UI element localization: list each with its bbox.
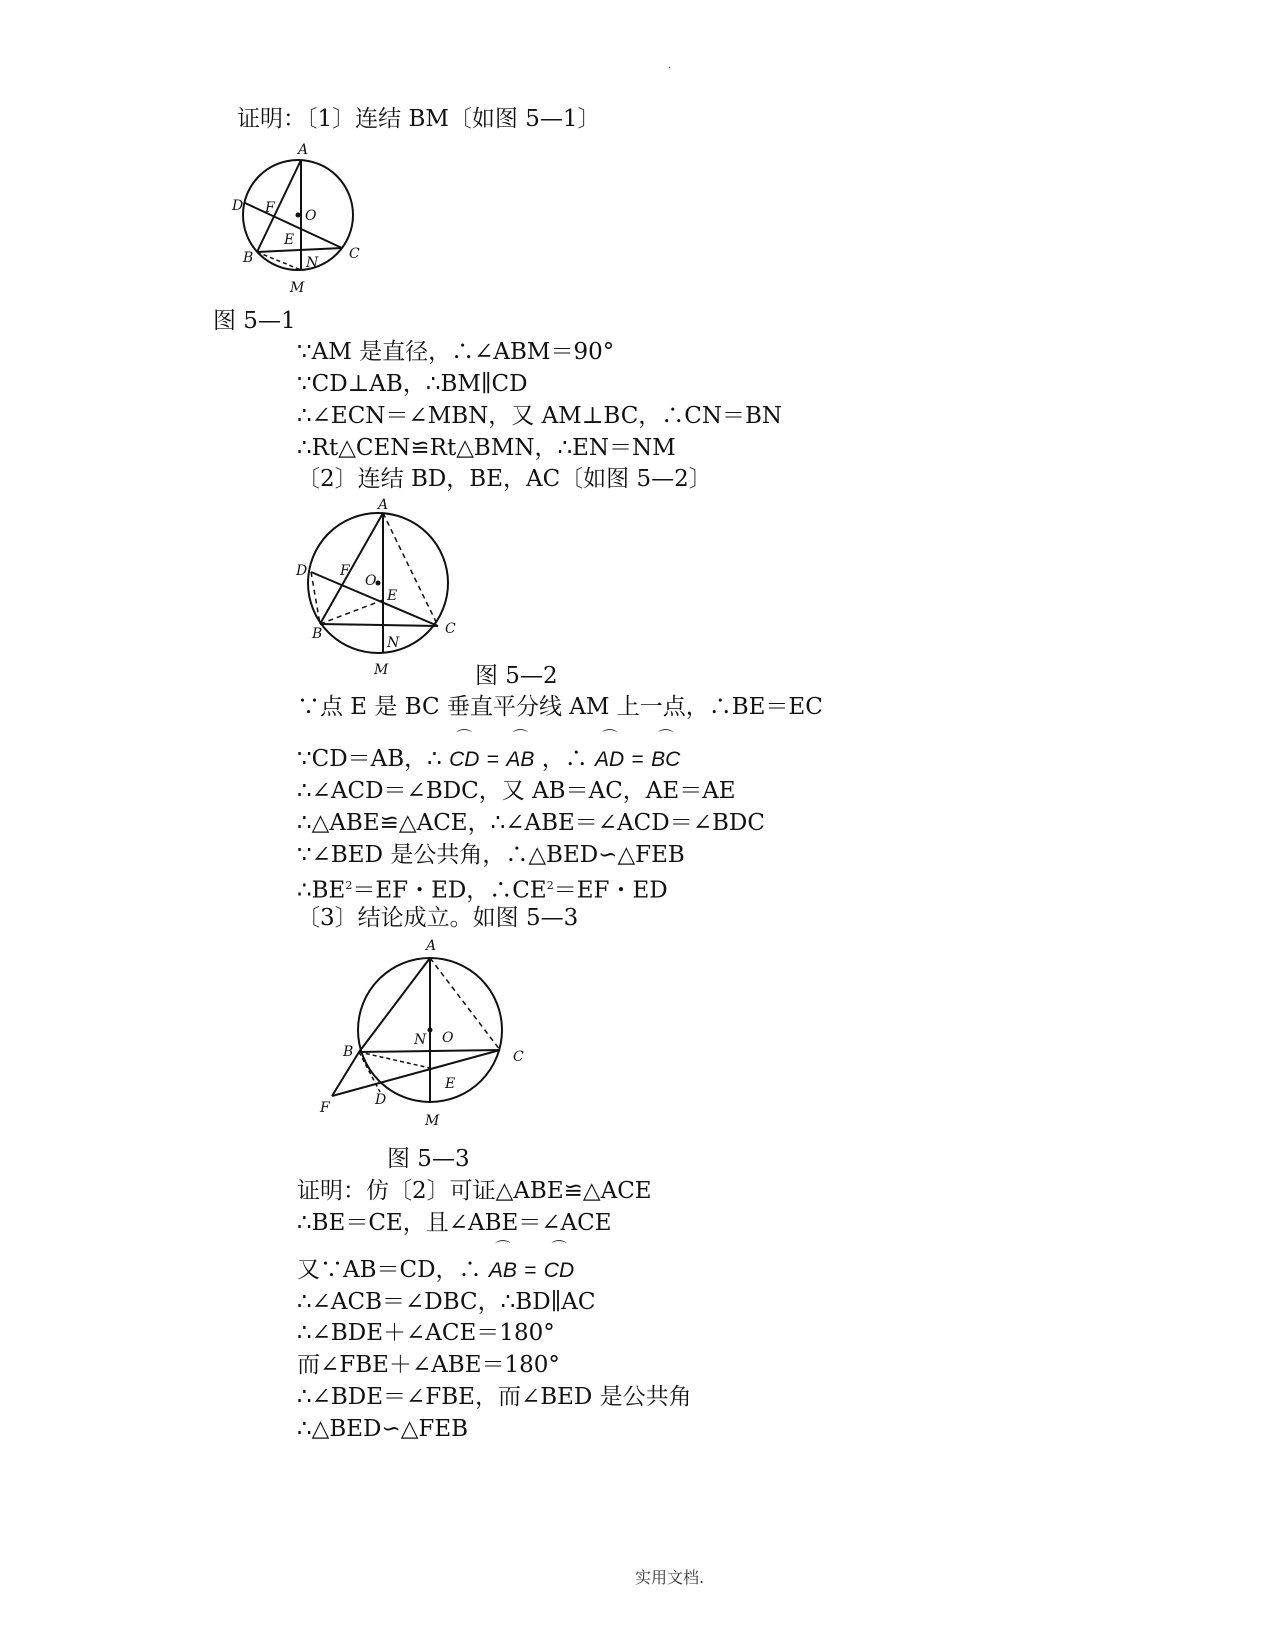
proof-step-10: ∴△ABE≌△ACE，∴∠ABE＝∠ACD＝∠BDC bbox=[297, 810, 765, 836]
fig2-label-N: N bbox=[387, 635, 400, 651]
equals-sign: = bbox=[631, 748, 644, 771]
proof-step-18: ∴∠BDE＋∠ACE＝180° bbox=[297, 1320, 555, 1346]
fig1-label-A: A bbox=[298, 142, 309, 158]
figure-5-1 bbox=[228, 140, 373, 300]
fig2-label-B: B bbox=[312, 626, 323, 642]
fig3-label-B: B bbox=[343, 1044, 354, 1060]
proof-step-16-prefix: 又∵AB＝CD，∴ bbox=[297, 1257, 482, 1283]
arc-mark: ⌒ bbox=[602, 729, 618, 746]
fig1-label-B: B bbox=[243, 250, 254, 266]
arc-CD: ⌒ CD bbox=[449, 729, 480, 771]
arc-AD: ⌒ AD bbox=[595, 729, 625, 771]
proof-step-14: 证明：仿〔2〕可证△ABE≌△ACE bbox=[297, 1178, 652, 1204]
proof-step-8 bbox=[297, 729, 681, 775]
proof-step-4: ∴∠ECN＝∠MBN，又 AM⊥BC，∴CN＝BN bbox=[297, 403, 783, 429]
fig2-label-E: E bbox=[387, 588, 398, 604]
fig1-label-F: F bbox=[265, 200, 275, 216]
arc-mark: ⌒ bbox=[495, 1240, 511, 1257]
fig1-label-N: N bbox=[306, 255, 319, 271]
proof-step-19: 而∠FBE＋∠ABE＝180° bbox=[297, 1352, 560, 1378]
fig3-label-D: D bbox=[375, 1092, 387, 1108]
fig3-label-F: F bbox=[320, 1100, 330, 1116]
proof-step-17: ∴∠ACB＝∠DBC，∴BD∥AC bbox=[297, 1289, 596, 1315]
arc-mark: ⌒ bbox=[512, 729, 528, 746]
fig3-label-O: O bbox=[442, 1030, 454, 1046]
fig1-label-C: C bbox=[349, 246, 360, 262]
arc-mark: ⌒ bbox=[456, 729, 472, 746]
proof-step-8-prefix: ∵CD＝AB，∴ bbox=[297, 746, 442, 772]
arc-CD: ⌒ CD bbox=[543, 1240, 575, 1282]
page-footer: 实用文档. bbox=[635, 1568, 705, 1587]
proof-step-11: ∵∠BED 是公共角，∴△BED∽△FEB bbox=[297, 842, 685, 868]
proof-step-20: ∴∠BDE＝∠FBE，而∠BED 是公共角 bbox=[297, 1384, 692, 1410]
proof-step-8-mid: ，∴ bbox=[541, 746, 588, 772]
fig1-label-D: D bbox=[232, 198, 244, 214]
figure-5-1-caption: 图 5—1 bbox=[213, 308, 296, 334]
fig2-label-O: O bbox=[365, 573, 377, 589]
fig2-label-A: A bbox=[378, 497, 389, 513]
fig3-label-E: E bbox=[445, 1076, 456, 1092]
equals-sign: = bbox=[486, 748, 500, 771]
proof-step-16 bbox=[297, 1240, 575, 1286]
fig2-label-C: C bbox=[445, 621, 456, 637]
proof-step-12: $\therefore BE^2=EF$・ED，$\therefore CE^2=EF$・ED bbox=[297, 877, 668, 904]
proof-step-21: ∴△BED∽△FEB bbox=[297, 1416, 469, 1442]
proof-step-2: ∵AM 是直径，∴∠ABM＝90° bbox=[297, 339, 615, 365]
proof-step-15: ∴BE＝CE，且∠ABE＝∠ACE bbox=[297, 1210, 612, 1236]
equals-sign: = bbox=[524, 1259, 537, 1282]
proof-step-5: ∴Rt△CEN≌Rt△BMN，∴EN＝NM bbox=[297, 435, 676, 461]
arc-mark: ⌒ bbox=[658, 729, 674, 746]
fig2-label-D: D bbox=[296, 563, 308, 579]
figure-5-3 bbox=[310, 932, 540, 1137]
figure-5-2 bbox=[290, 495, 470, 680]
fig2-label-F: F bbox=[340, 563, 350, 579]
arc-AB: ⌒ AB bbox=[488, 1240, 517, 1282]
proof-step-3: ∵CD⊥AB，∴BM∥CD bbox=[297, 371, 528, 397]
arc-mark: ⌒ bbox=[551, 1240, 567, 1257]
fig3-label-C: C bbox=[513, 1049, 524, 1065]
figure-5-2-caption: 图 5—2 bbox=[475, 663, 558, 689]
fig1-label-M: M bbox=[290, 280, 305, 296]
superscript: 2 bbox=[345, 879, 353, 892]
header-mark: . bbox=[668, 60, 672, 71]
fig3-label-A: A bbox=[426, 938, 437, 954]
fig2-label-M: M bbox=[374, 662, 389, 678]
proof-step-1: 证明：〔1〕连结 BM〔如图 5—1〕 bbox=[237, 106, 601, 132]
proof-step-6: 〔2〕连结 BD，BE，AC〔如图 5—2〕 bbox=[297, 466, 712, 492]
fig3-label-N: N bbox=[414, 1032, 427, 1048]
figure-5-3-caption: 图 5—3 bbox=[387, 1146, 470, 1172]
proof-step-13: 〔3〕结论成立。如图 5—3 bbox=[297, 905, 579, 931]
superscript: 2 bbox=[546, 879, 554, 892]
fig1-label-O: O bbox=[305, 208, 317, 224]
fig1-label-E: E bbox=[284, 232, 295, 248]
arc-BC: ⌒ BC bbox=[651, 729, 681, 771]
proof-step-7: ∵点 E 是 BC 垂直平分线 AM 上一点，∴BE＝EC bbox=[297, 694, 823, 720]
proof-step-9: ∴∠ACD＝∠BDC，又 AB＝AC，AE＝AE bbox=[297, 778, 736, 804]
fig3-label-M: M bbox=[425, 1113, 440, 1129]
arc-AB: ⌒ AB bbox=[506, 729, 535, 771]
